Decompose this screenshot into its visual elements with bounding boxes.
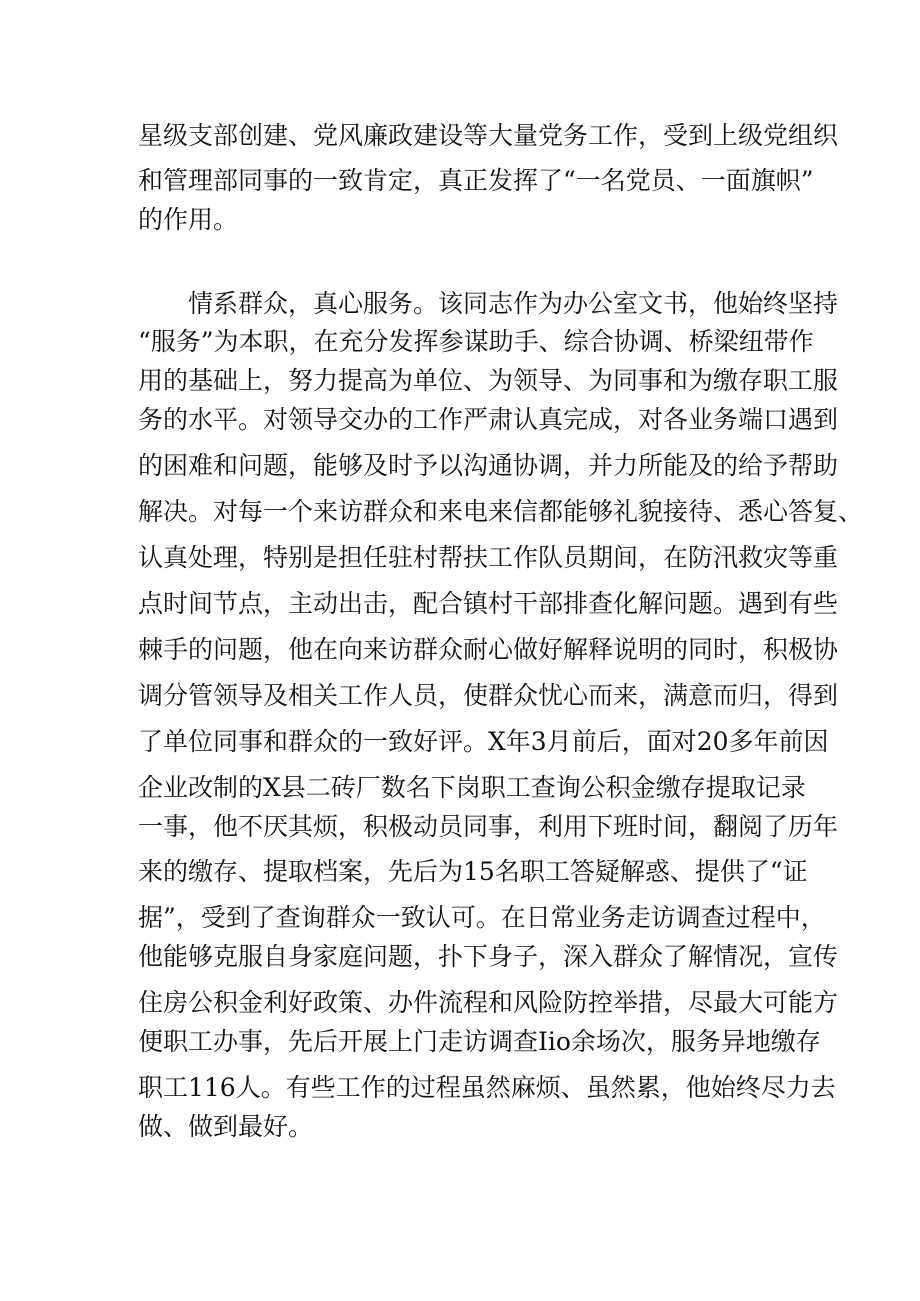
paragraph-line: 解决。对每一个来访群众和来电来信都能够礼貌接待、悉心答复、 [138, 497, 864, 526]
paragraph-line: “服务”为本职，在充分发挥参谋助手、综合协调、桥梁纽带作 [138, 327, 814, 356]
paragraph-line: 点时间节点，主动出击，配合镇村干部排查化解问题。遇到有些 [138, 589, 839, 618]
paragraph-line: 来的缴存、提取档案，先后为15名职工答疑解惑、提供了“证 [138, 857, 808, 886]
paragraph-line: 调分管领导及相关工作人员，使群众忧心而来，满意而归，得到 [138, 681, 839, 710]
paragraph-line: 职工116人。有些工作的过程虽然麻烦、虽然累，他始终尽力去 [138, 1073, 836, 1102]
paragraph-line: 住房公积金利好政策、办件流程和风险防控举措，尽最大可能方 [138, 988, 839, 1017]
paragraph-line: 据”，受到了查询群众一致认可。在日常业务走访调查过程中， [138, 903, 826, 932]
paragraph-line: 便职工办事，先后开展上门走访调查Iio余场次，服务异地缴存 [138, 1027, 821, 1056]
paragraph-line: 了单位同事和群众的一致好评。X年3月前后，面对20多年前因 [138, 727, 829, 756]
paragraph-line: 一事，他不厌其烦，积极动员同事，利用下班时间，翻阅了历年 [138, 812, 839, 841]
paragraph-line: 用的基础上，努力提高为单位、为领导、为同事和为缴存职工服 [138, 366, 839, 395]
paragraph-line: 的作用。 [138, 205, 239, 234]
paragraph-line: 情系群众，真心服务。该同志作为办公室文书，他始终坚持 [188, 289, 839, 318]
paragraph-line: 务的水平。对领导交办的工作严肃认真完成，对各业务端口遇到 [138, 405, 839, 434]
paragraph-line: 企业改制的X县二砖厂数名下岗职工查询公积金缴存提取记录 [138, 773, 806, 802]
paragraph-line: 的困难和问题，能够及时予以沟通协调，并力所能及的给予帮助 [138, 451, 839, 480]
paragraph-line: 做、做到最好。 [138, 1112, 314, 1141]
paragraph-line: 认真处理，特别是担任驻村帮扶工作队员期间，在防汛救灾等重 [138, 543, 839, 572]
paragraph-line: 棘手的问题，他在向来访群众耐心做好解释说明的同时，积极协 [138, 635, 839, 664]
paragraph-line: 和管理部同事的一致肯定，真正发挥了“一名党员、一面旗帜” [138, 166, 814, 195]
paragraph-line: 星级支部创建、党风廉政建设等大量党务工作，受到上级党组织 [138, 121, 839, 150]
paragraph-line: 他能够克服自身家庭问题，扑下身子，深入群众了解情况，宣传 [138, 942, 839, 971]
